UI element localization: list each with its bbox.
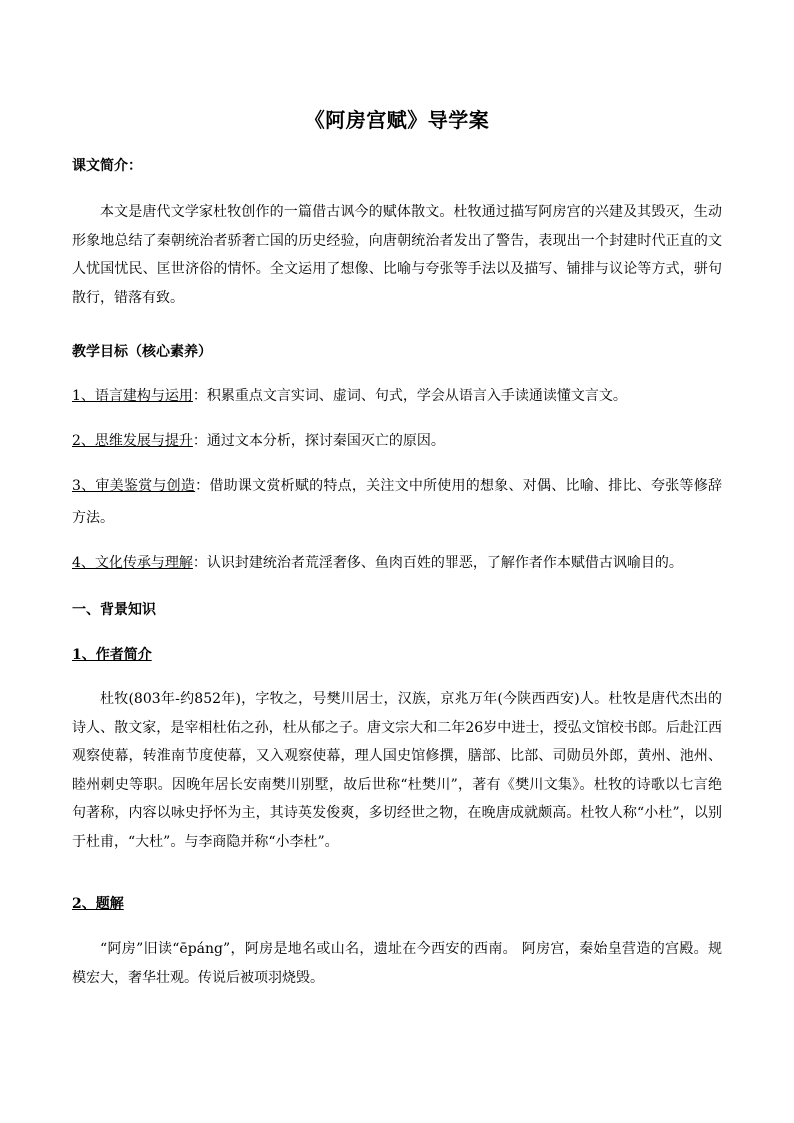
goal-label: 1、语言建构与运用 <box>72 388 193 404</box>
goal-text: ：借助课文赏析赋的特点，关注文中所使用的想象、对偶、比喻、排比、夸张等修辞方法。 <box>72 478 722 526</box>
goal-label: 2、思维发展与提升 <box>72 433 193 449</box>
intro-paragraph: 本文是唐代文学家杜牧创作的一篇借古讽今的赋体散文。杜牧通过描写阿房宫的兴建及其毁灭，生动形象地总结了秦朝统治者骄奢亡国的历史经验，向唐朝统治者发出了警告，表现出一个封建时代正直的文人忧国忧民、匡世济俗的情怀。全文运用了想像、比喻与夸张等手法以及描写、铺排与议论等方式，骈句散行，错落有致。 <box>72 204 722 306</box>
goal-text: ：认识封建统治者荒淫奢侈、鱼肉百姓的罪恶，了解作者作本赋借古讽喻目的。 <box>192 555 683 571</box>
goal-item-4 <box>72 547 722 579</box>
goal-item-1 <box>72 380 722 412</box>
goal-item-2 <box>72 425 722 457</box>
topic-heading: 2、题解 <box>72 896 124 912</box>
goal-text: ：通过文本分析，探讨秦国灭亡的原因。 <box>192 433 445 449</box>
intro-heading: 课文简介： <box>72 158 142 174</box>
author-heading: 1、作者简介 <box>72 647 152 663</box>
author-paragraph: 杜牧(803年-约852年)，字牧之，号樊川居士，汉族，京兆万年(今陕西西安)人。杜牧是唐代杰出的诗人、散文家，是宰相杜佑之孙，杜从郁之子。唐文宗大和二年26岁中进士，授弘文馆校书郎。后赴江西观察使幕，转淮南节度使幕，又入观察使幕，理人国史馆修撰，膳部、比部、司勋员外郎，黄州、池州、睦州刺史等职。因晚年居长安南樊川别墅，故后世称“杜樊川”，著有《樊川文集》。杜牧的诗歌以七言绝句著称，内容以咏史抒怀为主，其诗英发俊爽，多切经世之物，在晚唐成就颇高。杜牧人称“小杜”，以别于杜甫，“大杜”。与李商隐并称“小李杜”。 <box>72 691 722 850</box>
goal-label: 4、文化传承与理解 <box>72 555 193 571</box>
document-title: 《阿房宫赋》导学案 <box>304 108 490 132</box>
goal-text: ：积累重点文言实词、虚词、句式，学会从语言入手读通读懂文言文。 <box>192 388 627 404</box>
goals-heading: 教学目标（核心素养） <box>72 344 212 360</box>
goal-label: 3、审美鉴赏与创造 <box>72 478 196 494</box>
background-heading: 一、背景知识 <box>72 602 156 618</box>
topic-paragraph: “阿房”旧读“ēpáng”，阿房是地名或山名，遗址在今西安的西南。 阿房宫，秦始皇营造的宫殿。规模宏大，奢华壮观。传说后被项羽烧毁。 <box>72 941 722 986</box>
goal-item-3 <box>72 470 722 534</box>
